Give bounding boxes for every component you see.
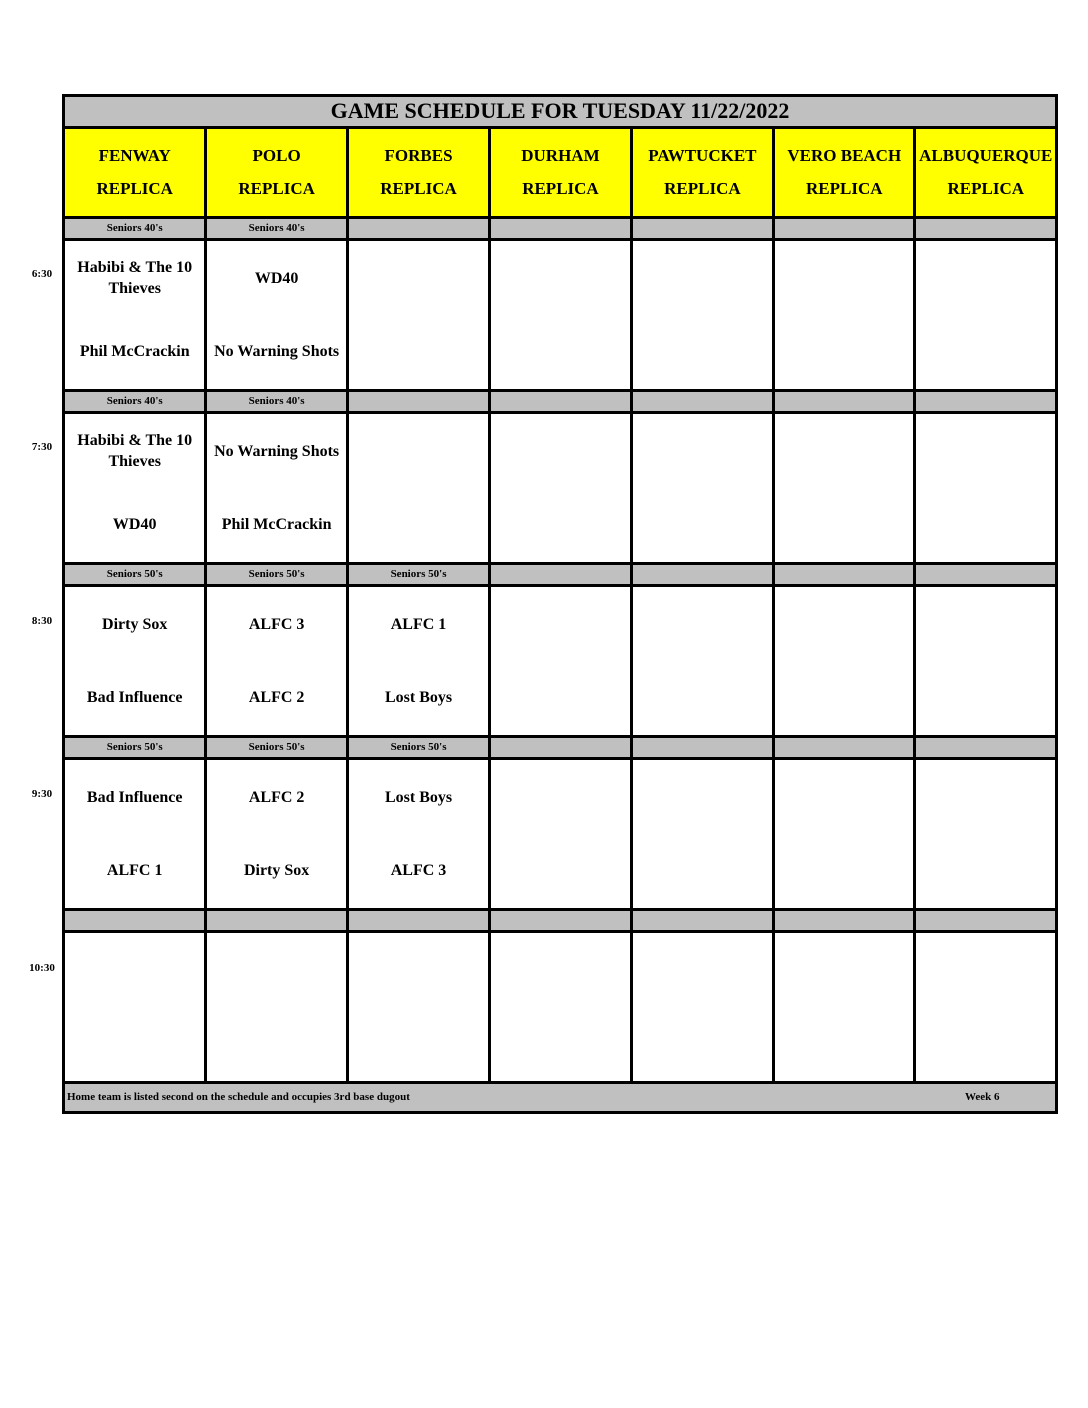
away-team [349, 415, 488, 488]
division-label [490, 737, 631, 758]
division-label: Seniors 50's [206, 737, 347, 758]
away-team [916, 415, 1055, 488]
field-subtitle: REPLICA [380, 179, 457, 199]
division-label [490, 910, 631, 931]
home-team [916, 488, 1055, 561]
game-cell [64, 239, 206, 391]
game-cell [206, 239, 347, 391]
time-label-730: 7:30 [31, 441, 53, 453]
division-row [64, 564, 1057, 585]
home-team [633, 834, 772, 907]
division-label: Seniors 40's [206, 391, 347, 412]
division-row [64, 910, 1057, 931]
field-subtitle: REPLICA [664, 179, 741, 199]
away-team [633, 934, 772, 1007]
home-team: ALFC 3 [390, 861, 447, 879]
home-team: ALFC 2 [248, 688, 305, 706]
division-label [347, 391, 489, 412]
game-cell [490, 239, 631, 391]
game-cell [631, 239, 773, 391]
away-team: ALFC 2 [248, 788, 305, 806]
division-label [64, 910, 206, 931]
away-team [775, 761, 913, 834]
field-name: FORBES [384, 146, 453, 166]
schedule-table [62, 94, 1058, 1114]
division-label [631, 910, 773, 931]
division-label [347, 218, 489, 239]
home-team: Bad Influence [86, 688, 183, 706]
home-team [633, 661, 772, 734]
division-label [774, 391, 915, 412]
time-label-1030: 10:30 [29, 962, 55, 974]
home-team: Phil McCrackin [221, 515, 332, 533]
game-cell [915, 239, 1057, 391]
home-team [916, 1007, 1055, 1080]
division-label [915, 218, 1057, 239]
home-team [207, 1007, 345, 1080]
division-label [631, 218, 773, 239]
game-cell [347, 758, 489, 910]
division-label [774, 564, 915, 585]
home-team [775, 661, 913, 734]
division-label [206, 910, 347, 931]
field-header-forbes [347, 127, 489, 218]
game-cell [915, 758, 1057, 910]
division-label [915, 737, 1057, 758]
away-team [633, 761, 772, 834]
home-team [916, 661, 1055, 734]
division-label: Seniors 40's [64, 391, 206, 412]
division-label [490, 391, 631, 412]
away-team: Bad Influence [86, 788, 183, 806]
home-team: No Warning Shots [214, 342, 340, 360]
field-subtitle: REPLICA [947, 179, 1024, 199]
game-cell [631, 412, 773, 564]
field-header-durham [490, 127, 631, 218]
away-team [491, 242, 629, 315]
away-team [65, 934, 204, 1007]
field-name: FENWAY [98, 146, 171, 166]
division-label [347, 910, 489, 931]
division-row [64, 737, 1057, 758]
away-team [916, 588, 1055, 661]
away-team [916, 761, 1055, 834]
home-team: WD40 [112, 515, 157, 533]
game-row [64, 585, 1057, 737]
home-team [916, 834, 1055, 907]
division-label: Seniors 40's [206, 218, 347, 239]
away-team [207, 934, 345, 1007]
game-cell [631, 585, 773, 737]
division-label: Seniors 50's [347, 564, 489, 585]
home-team [491, 661, 629, 734]
field-name: DURHAM [521, 146, 600, 166]
division-label: Seniors 50's [347, 737, 489, 758]
division-label [915, 564, 1057, 585]
away-team [491, 415, 629, 488]
division-label: Seniors 50's [64, 564, 206, 585]
game-cell [206, 758, 347, 910]
away-team [633, 588, 772, 661]
game-cell [774, 585, 915, 737]
game-cell [347, 931, 489, 1083]
home-team [775, 315, 913, 388]
time-label-830: 8:30 [31, 615, 53, 627]
away-team [633, 415, 772, 488]
away-team [491, 588, 629, 661]
field-header-polo [206, 127, 347, 218]
game-row [64, 931, 1057, 1083]
division-label: Seniors 40's [64, 218, 206, 239]
game-cell [631, 758, 773, 910]
game-cell [774, 412, 915, 564]
field-name: ALBUQUERQUE [919, 146, 1053, 166]
home-team [65, 1007, 204, 1080]
home-team [633, 488, 772, 561]
away-team [916, 242, 1055, 315]
field-name: VERO BEACH [787, 146, 902, 166]
schedule-title: GAME SCHEDULE FOR TUESDAY 11/22/2022 [64, 96, 1057, 128]
game-cell [206, 931, 347, 1083]
away-team: Habibi & The 10 Thieves [77, 432, 193, 471]
away-team [349, 242, 488, 315]
division-label [631, 564, 773, 585]
field-name: PAWTUCKET [648, 146, 757, 166]
game-row [64, 239, 1057, 391]
division-label [915, 391, 1057, 412]
field-subtitle: REPLICA [806, 179, 883, 199]
game-cell [490, 758, 631, 910]
game-cell [490, 931, 631, 1083]
away-team [916, 934, 1055, 1007]
field-subtitle: REPLICA [238, 179, 315, 199]
division-label [490, 218, 631, 239]
home-team [633, 315, 772, 388]
division-row [64, 391, 1057, 412]
division-label [774, 737, 915, 758]
home-team [775, 834, 913, 907]
game-cell [490, 412, 631, 564]
home-team [775, 488, 913, 561]
game-cell [915, 585, 1057, 737]
division-label [915, 910, 1057, 931]
game-cell [347, 585, 489, 737]
away-team: No Warning Shots [214, 442, 340, 460]
game-cell [206, 585, 347, 737]
field-header-fenway [64, 127, 206, 218]
game-cell [631, 931, 773, 1083]
game-cell [347, 239, 489, 391]
away-team [775, 415, 913, 488]
home-team: ALFC 1 [106, 861, 163, 879]
division-label: Seniors 50's [64, 737, 206, 758]
field-header-albuquerque [915, 127, 1057, 218]
game-cell [206, 412, 347, 564]
field-subtitle: REPLICA [522, 179, 599, 199]
away-team [775, 242, 913, 315]
away-team: WD40 [254, 269, 299, 287]
field-header-vero-beach [774, 127, 915, 218]
away-team: Lost Boys [384, 788, 453, 806]
home-team [349, 488, 488, 561]
away-team [775, 934, 913, 1007]
division-label [774, 910, 915, 931]
time-label-630: 6:30 [31, 268, 53, 280]
home-team: Dirty Sox [243, 861, 310, 879]
game-row [64, 758, 1057, 910]
game-cell [64, 585, 206, 737]
game-row [64, 412, 1057, 564]
home-team [349, 1007, 488, 1080]
away-team [491, 934, 629, 1007]
game-cell [64, 758, 206, 910]
game-cell [490, 585, 631, 737]
home-team: Lost Boys [384, 688, 453, 706]
game-cell [915, 412, 1057, 564]
footer [64, 1083, 1057, 1113]
game-cell [915, 931, 1057, 1083]
game-cell [347, 412, 489, 564]
away-team: ALFC 1 [390, 615, 447, 633]
away-team [491, 761, 629, 834]
game-cell [64, 412, 206, 564]
away-team [775, 588, 913, 661]
game-cell [774, 239, 915, 391]
away-team [633, 242, 772, 315]
division-label [631, 737, 773, 758]
division-label: Seniors 50's [206, 564, 347, 585]
home-team [491, 488, 629, 561]
away-team: ALFC 3 [248, 615, 305, 633]
home-team [491, 1007, 629, 1080]
footer-note: Home team is listed second on the schedule and occupies 3rd base dugout [67, 1091, 410, 1104]
division-label [774, 218, 915, 239]
week-label: Week 6 [965, 1091, 1000, 1104]
home-team: Phil McCrackin [79, 342, 190, 360]
home-team [633, 1007, 772, 1080]
game-cell [64, 931, 206, 1083]
away-team [349, 934, 488, 1007]
away-team: Habibi & The 10 Thieves [77, 259, 193, 298]
field-subtitle: REPLICA [96, 179, 173, 199]
home-team [349, 315, 488, 388]
home-team [491, 315, 629, 388]
field-header-pawtucket [631, 127, 773, 218]
home-team [916, 315, 1055, 388]
time-label-930: 9:30 [31, 788, 53, 800]
game-cell [774, 758, 915, 910]
division-row [64, 218, 1057, 239]
home-team [775, 1007, 913, 1080]
division-label [490, 564, 631, 585]
away-team: Dirty Sox [102, 615, 168, 633]
division-label [631, 391, 773, 412]
field-name: POLO [252, 146, 301, 166]
home-team [491, 834, 629, 907]
game-cell [774, 931, 915, 1083]
